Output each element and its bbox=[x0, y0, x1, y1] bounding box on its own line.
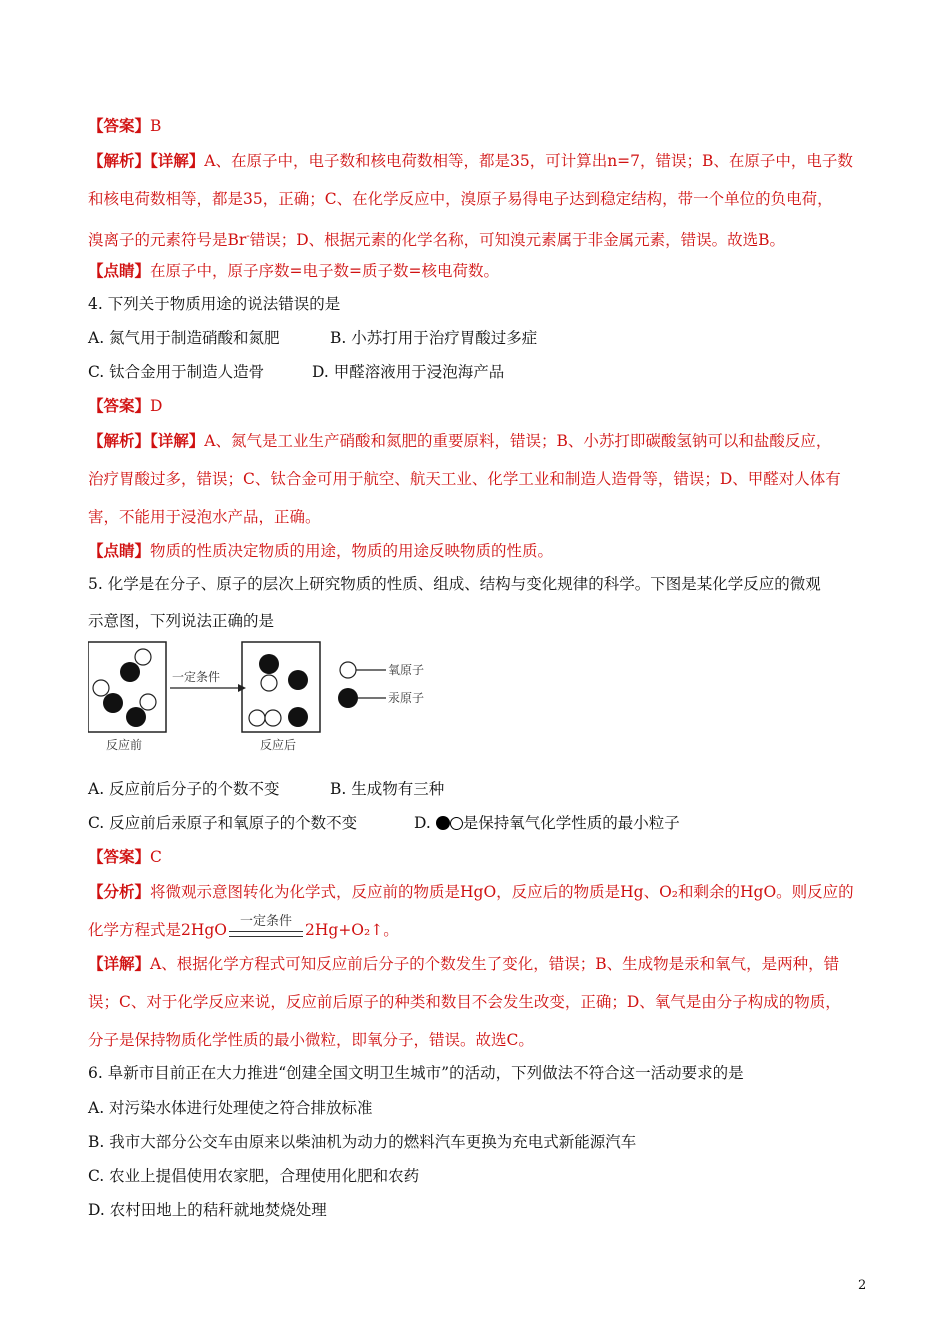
q5-detail-line3: 分子是保持物质化学性质的最小微粒，即氧分子，错误。故选C。 bbox=[88, 1031, 534, 1049]
q5-option-c[interactable]: C. 反应前后汞原子和氧原子的个数不变 bbox=[88, 814, 358, 832]
oxygen-atom bbox=[261, 675, 277, 691]
q5-option-d[interactable]: D. 是保持氧气化学性质的最小粒子 bbox=[414, 814, 680, 832]
mercury-atom bbox=[288, 670, 308, 690]
q5-fenxi-line2: 化学方程式是2HgO 一定条件 2Hg+O₂↑。 bbox=[88, 914, 399, 939]
q5-options-cd bbox=[88, 812, 680, 834]
mercury-atom bbox=[103, 693, 123, 713]
q4-stem: 4. 下列关于物质用途的说法错误的是 bbox=[88, 295, 341, 313]
q5-detail-line2: 误；C、对于化学反应来说，反应前后原子的种类和数目不会发生改变，正确；D、氧气是由分子构成的物质， bbox=[88, 993, 841, 1011]
mercury-atom bbox=[288, 707, 308, 727]
q3-tip: 【点睛】在原子中，原子序数=电子数=质子数=核电荷数。 bbox=[88, 261, 499, 280]
q5-answer: 【答案】C bbox=[88, 847, 162, 866]
oxygen-atom bbox=[93, 680, 109, 696]
q5-detail-line1: 【详解】A、根据化学方程式可知反应前后分子的个数发生了变化，错误；B、生成物是汞和氧气，是两种，错 bbox=[88, 954, 840, 973]
page-number: 2 bbox=[858, 1278, 867, 1293]
q3-answer: 【答案】B bbox=[88, 116, 162, 135]
q4-option-a[interactable]: A. 氮气用于制造硝酸和氮肥 bbox=[88, 329, 280, 347]
q4-options-ab bbox=[88, 327, 537, 349]
after-label: 反应后 bbox=[260, 738, 297, 752]
q5-fenxi-line1: 【分析】将微观示意图转化为化学式，反应前的物质是HgO，反应后的物质是Hg、O₂和剩余的HgO。则反应的 bbox=[88, 882, 854, 901]
q5-option-a[interactable]: A. 反应前后分子的个数不变 bbox=[88, 780, 280, 798]
mercury-atom-icon bbox=[436, 816, 450, 830]
q3-analysis-line1: 【解析】【详解】A、在原子中，电子数和核电荷数相等，都是35，可计算出n=7，错误；B、在原子中，电子数 bbox=[88, 151, 853, 170]
mercury-atom bbox=[259, 654, 279, 674]
q6-option-a[interactable]: A. 对污染水体进行处理使之符合排放标准 bbox=[88, 1099, 373, 1117]
q5-option-b[interactable]: B. 生成物有三种 bbox=[330, 780, 445, 798]
oxygen-atom bbox=[249, 710, 265, 726]
q4-analysis-line1: 【解析】【详解】A、氮气是工业生产硝酸和氮肥的重要原料，错误；B、小苏打即碳酸氢钠可以和盐酸反应， bbox=[88, 431, 832, 450]
q6-option-c[interactable]: C. 农业上提倡使用农家肥，合理使用化肥和农药 bbox=[88, 1167, 420, 1185]
oxygen-atom-icon bbox=[450, 817, 463, 830]
q6-option-d[interactable]: D. 农村田地上的秸秆就地焚烧处理 bbox=[88, 1201, 327, 1219]
legend-oxygen-icon bbox=[340, 662, 356, 678]
mercury-atom bbox=[126, 707, 146, 727]
q5-options-ab bbox=[88, 778, 444, 800]
before-label: 反应前 bbox=[106, 738, 143, 752]
legend-oxygen-label: 氧原子 bbox=[388, 663, 425, 677]
q4-answer: 【答案】D bbox=[88, 396, 163, 415]
legend-mercury-icon bbox=[338, 688, 358, 708]
q6-option-b[interactable]: B. 我市大部分公交车由原来以柴油机为动力的燃料汽车更换为充电式新能源汽车 bbox=[88, 1133, 637, 1151]
q3-analysis-line3: 溴离子的元素符号是Br-错误；D、根据元素的化学名称，可知溴元素属于非金属元素，错误。故选B。 bbox=[88, 231, 786, 250]
oxygen-atom bbox=[140, 694, 156, 710]
oxygen-atom bbox=[265, 710, 281, 726]
q4-analysis-line2: 治疗胃酸过多，错误；C、钛合金可用于航空、航天工业、化学工业和制造人造骨等，错误；D、甲醛对人体有 bbox=[88, 470, 841, 488]
condition-label: 一定条件 bbox=[172, 670, 221, 684]
q4-tip: 【点睛】物质的性质决定物质的用途，物质的用途反映物质的性质。 bbox=[88, 541, 554, 560]
q4-option-b[interactable]: B. 小苏打用于治疗胃酸过多症 bbox=[330, 329, 538, 347]
q4-options-cd bbox=[88, 361, 504, 383]
q4-option-d[interactable]: D. 甲醛溶液用于浸泡海产品 bbox=[312, 363, 505, 381]
reaction-condition-equals: 一定条件 bbox=[227, 919, 305, 941]
mercury-atom bbox=[120, 662, 140, 682]
q5-stem-line2: 示意图，下列说法正确的是 bbox=[88, 612, 275, 630]
reaction-diagram bbox=[88, 640, 448, 760]
oxygen-atom bbox=[135, 649, 151, 665]
q5-stem-line1: 5. 化学是在分子、原子的层次上研究物质的性质、组成、结构与变化规律的科学。下图是某化学反应的微观 bbox=[88, 575, 821, 593]
q3-analysis-line2: 和核电荷数相等，都是35，正确；C、在化学反应中，溴原子易得电子达到稳定结构，带一个单位的负电荷， bbox=[88, 190, 833, 208]
q4-analysis-line3: 害，不能用于浸泡水产品，正确。 bbox=[88, 508, 321, 526]
q4-option-c[interactable]: C. 钛合金用于制造人造骨 bbox=[88, 363, 265, 381]
q6-stem: 6. 阜新市目前正在大力推进“创建全国文明卫生城市”的活动，下列做法不符合这一活动要求的是 bbox=[88, 1064, 744, 1082]
legend-mercury-label: 汞原子 bbox=[388, 691, 425, 705]
